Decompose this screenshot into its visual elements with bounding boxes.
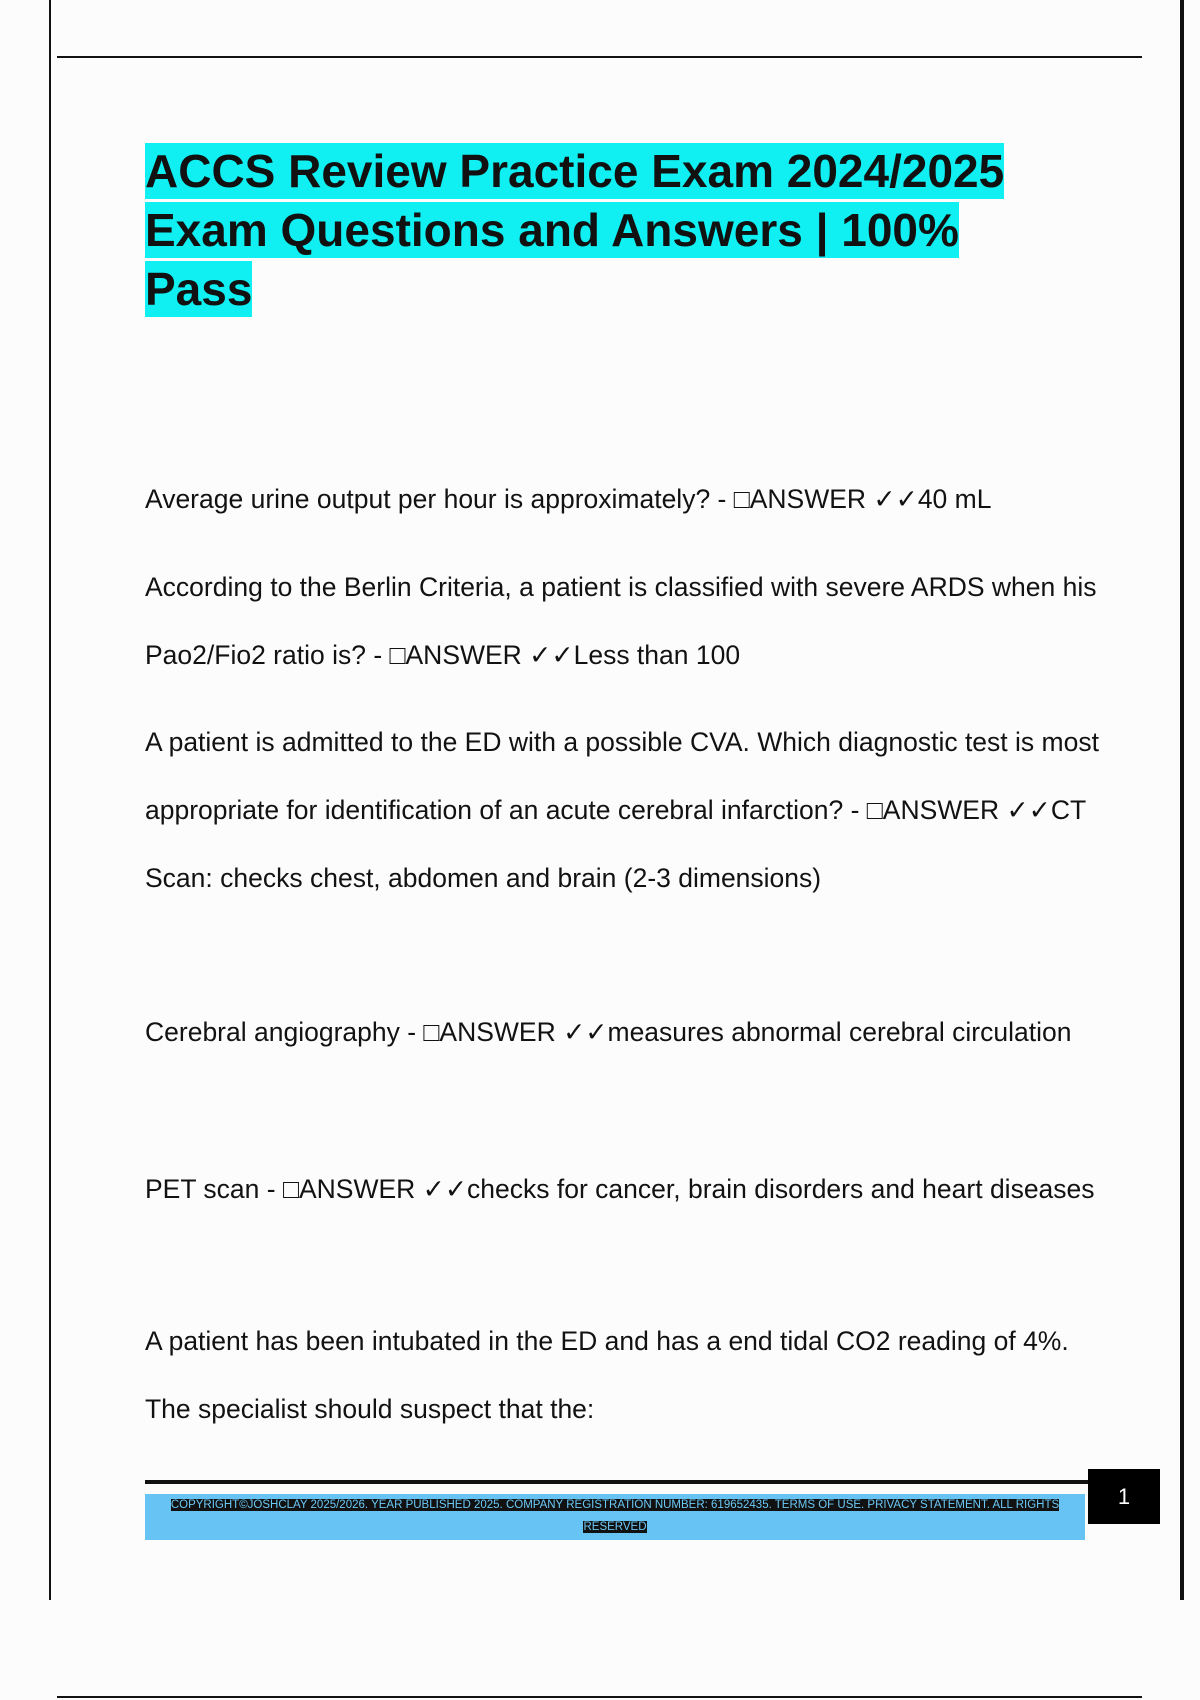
qa-item: Average urine output per hour is approximately? - □ANSWER ✓✓40 mL bbox=[145, 484, 992, 514]
page-border-left bbox=[49, 0, 51, 1600]
footer-copyright-text: COPYRIGHT©JOSHCLAY 2025/2026. YEAR PUBLISHED 2025. COMPANY REGISTRATION NUMBER: 619652435. TERMS OF USE. PRIVACY STATEMENT. ALL RIGHTS RESERVED bbox=[170, 1499, 1060, 1533]
page-border-right bbox=[1180, 0, 1184, 1600]
footer-copyright-band bbox=[145, 1494, 1085, 1540]
qa-item: Cerebral angiography - □ANSWER ✓✓measures abnormal cerebral circulation bbox=[145, 1017, 1072, 1047]
document-title-text: ACCS Review Practice Exam 2024/2025 Exam Questions and Answers | 100% Pass bbox=[145, 145, 1005, 315]
header-rule bbox=[57, 56, 1142, 58]
qa-item: A patient is admitted to the ED with a possible CVA. Which diagnostic test is most appropriate for identification of an acute cerebral infarction? - □ANSWER ✓✓CT Scan: checks chest, abdomen and brain (2-3 dimensions) bbox=[145, 727, 1099, 893]
qa-item: According to the Berlin Criteria, a patient is classified with severe ARDS when his Pao2/Fio2 ratio is? - □ANSWER ✓✓Less than 100 bbox=[145, 572, 1097, 670]
next-page-rule bbox=[57, 1696, 1142, 1698]
page-number: 1 bbox=[1088, 1469, 1160, 1524]
qa-item: A patient has been intubated in the ED and has a end tidal CO2 reading of 4%. The specialist should suspect that the: bbox=[145, 1326, 1069, 1424]
qa-item: PET scan - □ANSWER ✓✓checks for cancer, brain disorders and heart diseases bbox=[145, 1174, 1095, 1204]
document-title bbox=[145, 142, 1075, 319]
footer-rule bbox=[145, 1480, 1090, 1484]
